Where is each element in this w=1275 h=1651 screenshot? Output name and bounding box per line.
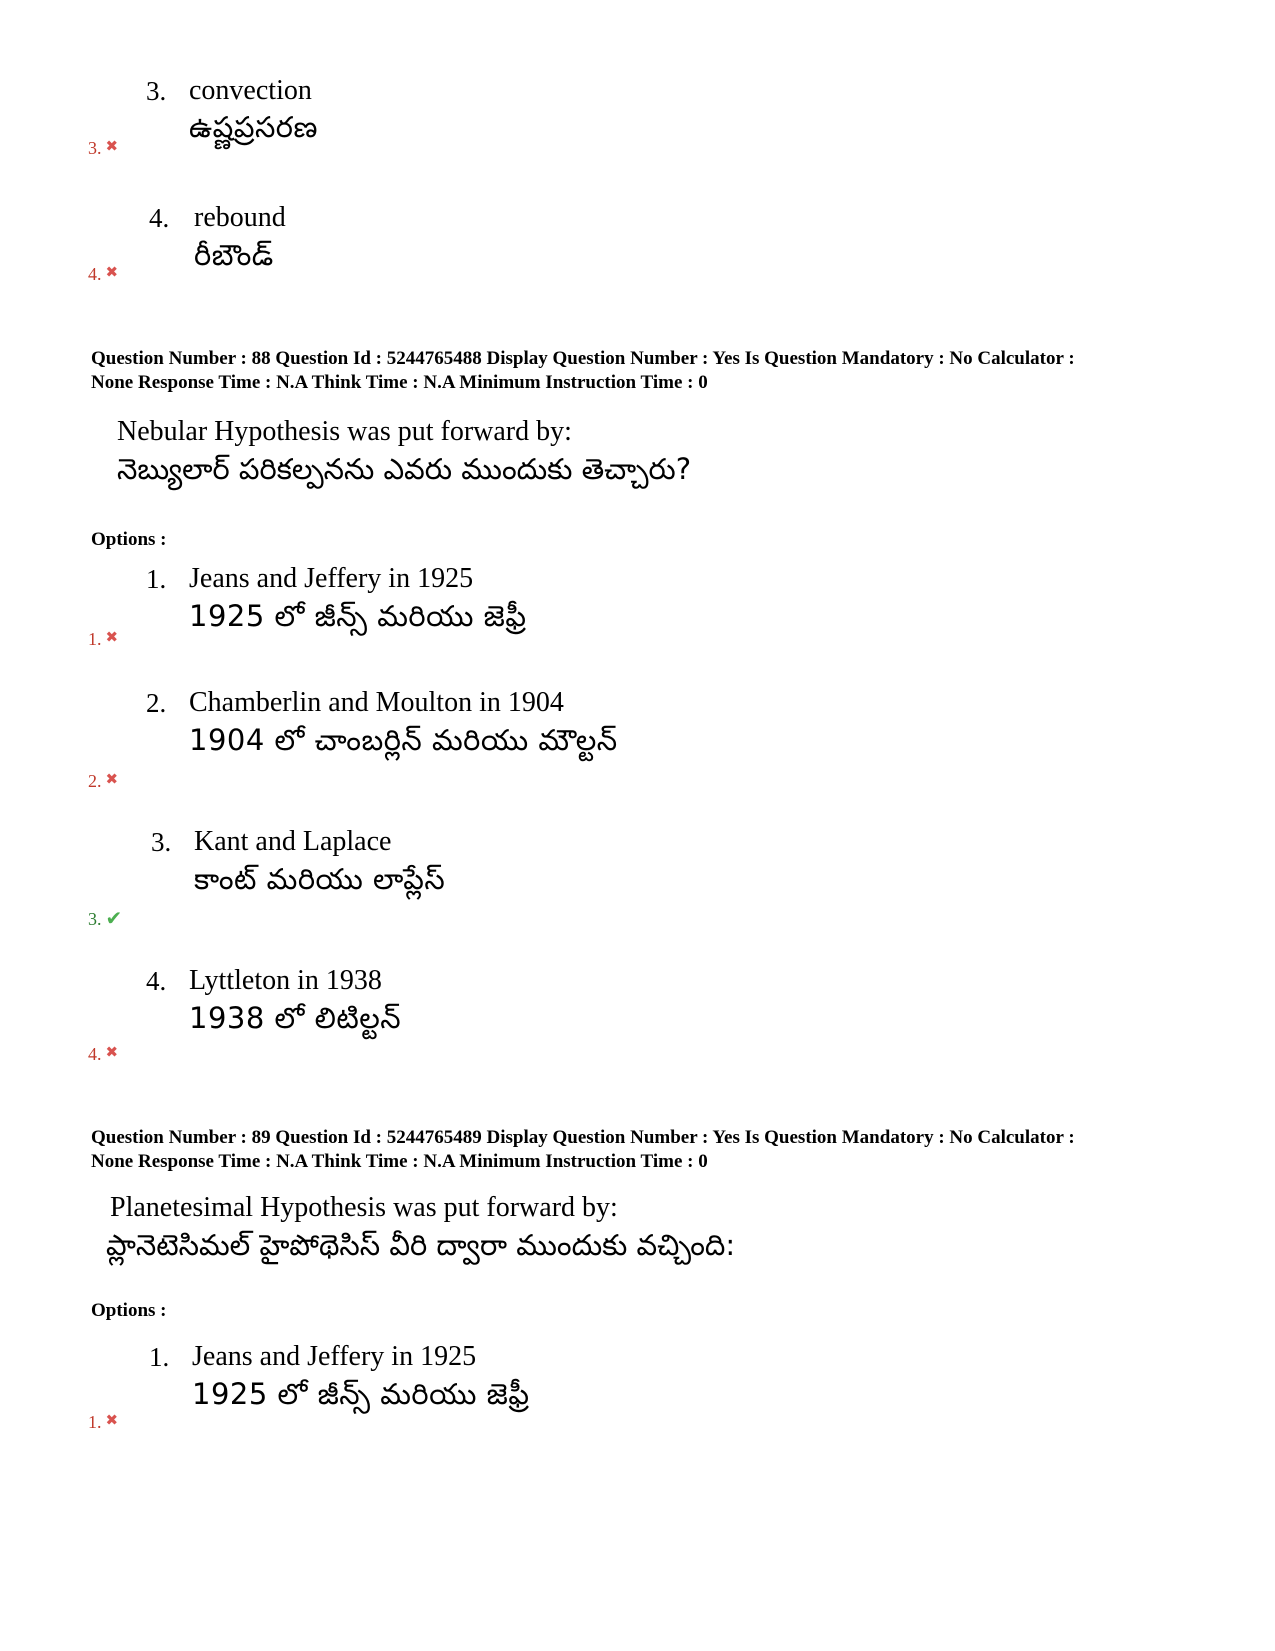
option-mark: 3. ✔ <box>88 906 123 930</box>
option-text-te: 1904 లో చాంబర్లిన్ మరియు మౌల్టన్ <box>189 723 618 757</box>
option-text-te: రీబౌండ్ <box>194 238 274 272</box>
option-text-te: 1925 లో జీన్స్ మరియు జెఫ్రీ <box>189 599 527 633</box>
question-88-text-te: నెబ్యులార్ పరికల్పనను ఎవరు ముందుకు తెచ్చారు? <box>117 452 692 486</box>
options-label: Options : <box>91 1300 167 1321</box>
meta-line-1: Question Number : 88 Question Id : 5244765488 Display Question Number : Yes Is Question Mandatory : No Calculator : <box>91 348 1075 369</box>
option-number: 4. <box>149 203 170 233</box>
cross-icon: ✖ <box>105 628 119 646</box>
question-89-meta <box>91 1126 1201 1174</box>
option-text-en: Jeans and Jeffery in 1925 <box>192 1341 477 1372</box>
question-88-meta <box>91 347 1201 395</box>
cross-icon: ✖ <box>105 263 119 281</box>
option-text-en: Jeans and Jeffery in 1925 <box>189 563 474 594</box>
options-label: Options : <box>91 529 167 550</box>
cross-icon: ✖ <box>105 770 119 788</box>
option-mark: 4. ✖ <box>88 263 119 284</box>
option-mark: 3. ✖ <box>88 137 119 158</box>
option-number: 3. <box>146 76 167 106</box>
option-number: 2. <box>146 688 167 718</box>
option-mark: 4. ✖ <box>88 1043 119 1064</box>
option-text-en: rebound <box>194 202 286 233</box>
option-mark: 2. ✖ <box>88 770 119 791</box>
check-icon: ✔ <box>105 906 123 930</box>
meta-line-1: Question Number : 89 Question Id : 5244765489 Display Question Number : Yes Is Question Mandatory : No Calculator : <box>91 1127 1075 1148</box>
option-number: 1. <box>146 564 167 594</box>
option-number: 1. <box>149 1342 170 1372</box>
cross-icon: ✖ <box>105 1411 119 1429</box>
meta-line-2: None Response Time : N.A Think Time : N.A Minimum Instruction Time : 0 <box>91 1151 708 1172</box>
option-text-en: Kant and Laplace <box>194 826 392 857</box>
cross-icon: ✖ <box>105 1043 119 1061</box>
option-text-te: 1925 లో జీన్స్ మరియు జెఫ్రీ <box>192 1377 530 1411</box>
option-text-te: 1938 లో లిటిల్టన్ <box>189 1001 402 1035</box>
meta-line-2: None Response Time : N.A Think Time : N.A Minimum Instruction Time : 0 <box>91 372 708 393</box>
option-number: 4. <box>146 966 167 996</box>
option-mark: 1. ✖ <box>88 1411 119 1432</box>
option-number: 3. <box>151 827 172 857</box>
option-text-en: Lyttleton in 1938 <box>189 965 382 996</box>
cross-icon: ✖ <box>105 137 119 155</box>
option-text-te: కాంట్ మరియు లాప్లేస్ <box>194 862 446 896</box>
question-89-text-en: Planetesimal Hypothesis was put forward by: <box>110 1192 618 1223</box>
option-mark: 1. ✖ <box>88 628 119 649</box>
option-text-en: convection <box>189 75 312 106</box>
question-88-text-en: Nebular Hypothesis was put forward by: <box>117 416 572 447</box>
option-text-te: ఉష్ణప్రసరణ <box>189 110 318 144</box>
question-89-text-te: ప్లానెటెసిమల్ హైపోథెసిస్ వీరి ద్వారా ముందుకు వచ్చింది: <box>106 1228 736 1262</box>
option-text-en: Chamberlin and Moulton in 1904 <box>189 687 564 718</box>
